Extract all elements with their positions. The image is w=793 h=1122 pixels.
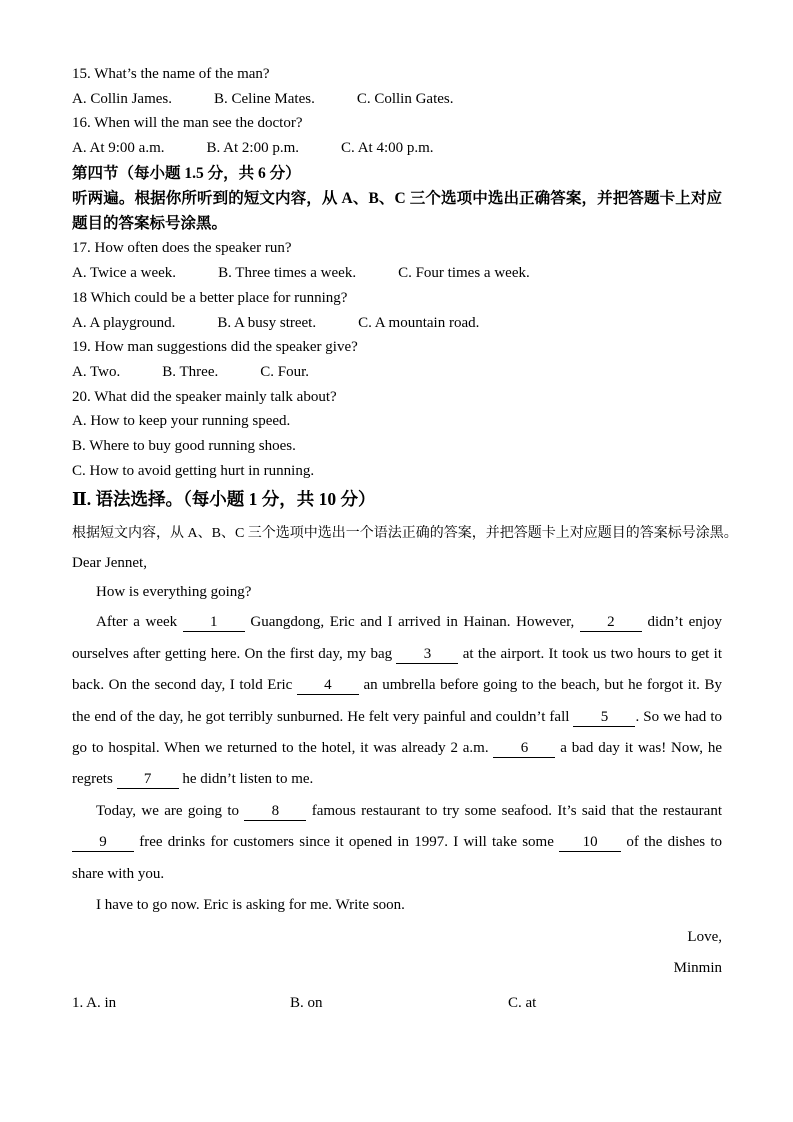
question-19-options <box>72 360 722 385</box>
question-16: 16. When will the man see the doctor? <box>72 115 303 132</box>
section-4-title: 第四节（每小题 1.5 分，共 6 分） <box>72 164 301 182</box>
cloze-blank-4: 4 <box>297 677 359 695</box>
option-19-a: A. Two. <box>72 363 121 380</box>
answer-row-1 <box>72 991 722 1016</box>
cloze-blank-8: 8 <box>244 803 306 821</box>
question-20: 20. What did the speaker mainly talk about? <box>72 388 337 405</box>
cloze-blank-10: 10 <box>559 834 621 852</box>
option-17-b: B. Three times a week. <box>218 265 357 282</box>
option-20-b: B. Where to buy good running shoes. <box>72 438 296 455</box>
p1-text-0: After a week <box>96 614 183 631</box>
section-4-instruction: 听两遍。根据你所听到的短文内容，从 A、B、C 三个选项中选出正确答案，并把答题卡上对应题目的答案标号涂黑。 <box>72 190 722 233</box>
question-16-options <box>72 136 722 161</box>
answer-1-b: B. on <box>290 995 323 1012</box>
letter-paragraph-1 <box>72 607 722 795</box>
letter-opening: How is everything going? <box>96 584 252 601</box>
option-15-c: C. Collin Gates. <box>356 90 454 107</box>
option-16-b: B. At 2:00 p.m. <box>206 140 300 157</box>
option-18-c: C. A mountain road. <box>358 314 480 331</box>
cloze-blank-2: 2 <box>580 614 642 632</box>
letter-paragraph-2 <box>72 796 722 890</box>
question-19: 19. How man suggestions did the speaker give? <box>72 339 358 356</box>
question-18: 18 Which could be a better place for running? <box>72 289 348 306</box>
answer-1-a: 1. A. in <box>72 995 117 1012</box>
cloze-letter <box>72 546 722 984</box>
letter-salutation: Dear Jennet, <box>72 555 147 572</box>
option-15-b: B. Celine Mates. <box>214 90 315 107</box>
cloze-blank-7: 7 <box>117 771 179 789</box>
p1-text-6: a bad day it was! Now, he regrets <box>72 740 722 788</box>
cloze-blank-1: 1 <box>183 614 245 632</box>
letter-signature: Minmin <box>673 959 722 976</box>
option-18-b: B. A busy street. <box>217 314 317 331</box>
p1-text-7: he didn’t listen to me. <box>178 771 314 788</box>
p2-text-2: free drinks for customers since it opened in 1997. I will take some <box>134 834 560 851</box>
option-20-c: C. How to avoid getting hurt in running. <box>72 462 315 479</box>
p1-text-1: Guangdong, Eric and I arrived in Hainan. However, <box>244 614 580 631</box>
p1-text-4: an umbrella before going to the beach, but he forgot it. By the end of the day, he got terribly sunburned. He felt very painful and couldn’t fall <box>72 677 722 725</box>
grammar-section-title: Ⅱ. 语法选择。（每小题 1 分，共 10 分） <box>72 489 376 510</box>
p1-text-5: . So we had to go to hospital. When we returned to the hotel, it was already 2 a.m. <box>72 708 722 757</box>
cloze-blank-9: 9 <box>72 834 134 852</box>
p1-text-3: at the airport. It took us two hours to get it back. On the second day, I told Eric <box>72 645 722 694</box>
option-19-b: B. Three. <box>162 363 219 380</box>
question-18-options <box>72 311 722 336</box>
option-19-c: C. Four. <box>260 363 309 380</box>
question-17: 17. How often does the speaker run? <box>72 240 292 257</box>
option-20-a: A. How to keep your running speed. <box>72 413 291 430</box>
option-16-c: C. At 4:00 p.m. <box>341 140 434 157</box>
p2-text-0: Today, we are going to <box>96 802 245 819</box>
option-17-a: A. Twice a week. <box>72 265 177 282</box>
question-17-options <box>72 261 722 286</box>
answer-1-c: C. at <box>508 995 537 1012</box>
question-15-options <box>72 87 722 112</box>
cloze-blank-3: 3 <box>396 646 458 664</box>
cloze-blank-5: 5 <box>573 709 635 727</box>
p2-text-1: famous restaurant to try some seafood. It’s said that the restaurant <box>306 802 723 819</box>
question-15: 15. What’s the name of the man? <box>72 66 270 82</box>
option-15-a: A. Collin James. <box>72 90 172 107</box>
option-17-c: C. Four times a week. <box>398 265 530 282</box>
p1-text-2: didn’t enjoy ourselves after getting here. On the first day, my bag <box>72 614 722 662</box>
p2-text-3: of the dishes to share with you. <box>72 834 722 882</box>
letter-valediction: Love, <box>687 928 722 945</box>
option-16-a: A. At 9:00 a.m. <box>72 140 165 157</box>
option-18-a: A. A playground. <box>72 314 176 331</box>
cloze-blank-6: 6 <box>493 740 555 758</box>
letter-paragraph-3: I have to go now. Eric is asking for me. Write soon. <box>96 897 405 914</box>
grammar-section-instruction: 根据短文内容，从 A、B、C 三个选项中选出一个语法正确的答案，并把答题卡上对应题目的答案标号涂黑。 <box>72 526 738 542</box>
